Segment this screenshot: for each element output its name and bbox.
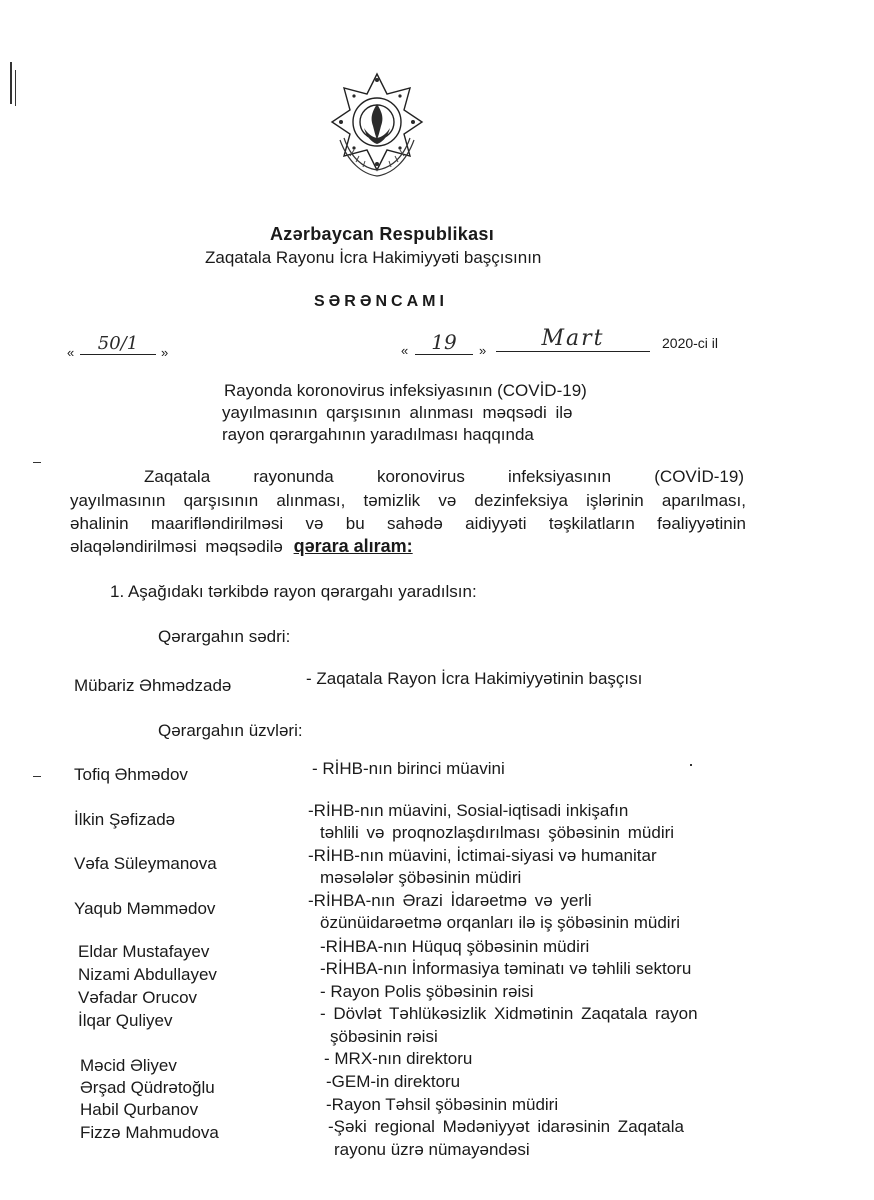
- order-month: Mart: [496, 326, 650, 352]
- decision-phrase: qərara alıram:: [293, 536, 413, 556]
- scan-mark: [15, 70, 16, 106]
- member-role-cont: şöbəsinin rəisi: [330, 1027, 438, 1046]
- scan-mark: [690, 764, 692, 766]
- chair-role: - Zaqatala Rayon İcra Hakimiyyətinin başçısı: [306, 669, 643, 688]
- scan-mark: [33, 462, 41, 463]
- member-name: Məcid Əliyev: [80, 1056, 177, 1075]
- subject-line-2: yayılmasının qarşısının alınması məqsədi ilə: [222, 403, 573, 422]
- member-name: Fizzə Mahmudova: [80, 1123, 219, 1142]
- subject-line-3: rayon qərargahının yaradılması haqqında: [222, 425, 534, 444]
- member-name: Habil Qurbanov: [80, 1100, 199, 1119]
- member-role: - Rayon Polis şöbəsinin rəisi: [320, 982, 534, 1001]
- member-role: - MRX-nın direktoru: [324, 1049, 473, 1068]
- member-role-cont: təhlili və proqnozlaşdırılması şöbəsinin müdiri: [320, 823, 675, 842]
- member-name: Ərşad Qüdrətoğlu: [80, 1078, 215, 1097]
- coat-of-arms-emblem: [330, 70, 424, 182]
- day-close-quote: »: [479, 343, 487, 358]
- scan-mark: [10, 62, 12, 104]
- preamble-line-4: [70, 536, 413, 557]
- chair-name: Mübariz Əhmədzadə: [74, 676, 232, 695]
- member-role: -RİHB-nın müavini, İctimai-siyasi və humanitar: [308, 846, 657, 865]
- number-close-quote: »: [161, 345, 169, 360]
- order-number: 50/1: [80, 333, 156, 355]
- member-role: -Şəki regional Mədəniyyət idarəsinin Zaqatala: [328, 1117, 684, 1136]
- member-name: Tofiq Əhmədov: [74, 765, 188, 784]
- member-name: İlkin Şəfizadə: [74, 810, 176, 829]
- member-role: -GEM-in direktoru: [326, 1072, 461, 1091]
- member-name: Eldar Mustafayev: [78, 942, 210, 961]
- preamble-line-2: yayılmasının qarşısının alınması, təmizlik və dezinfeksiya işlərinin aparılması,: [70, 491, 746, 510]
- member-role-cont: məsələlər şöbəsinin müdiri: [320, 868, 522, 887]
- item-1: 1. Aşağıdakı tərkibdə rayon qərargahı yaradılsın:: [110, 582, 477, 601]
- preamble-line-3: əhalinin maarifləndirilməsi və bu sahədə aidiyyəti təşkilatların fəaliyyətinin: [70, 514, 746, 533]
- member-name: Yaqub Məmmədov: [74, 899, 216, 918]
- order-day: 19: [415, 330, 473, 355]
- day-open-quote: «: [401, 343, 409, 358]
- member-name: İlqar Quliyev: [78, 1011, 173, 1030]
- members-heading: Qərargahın üzvləri:: [158, 721, 303, 740]
- member-name: Vəfadar Orucov: [78, 988, 198, 1007]
- member-role: -RİHBA-nın İnformasiya təminatı və təhlili sektoru: [320, 959, 692, 978]
- chair-heading: Qərargahın sədri:: [158, 627, 291, 646]
- republic-title: Azərbaycan Respublikası: [270, 224, 494, 244]
- member-role-cont: özünüidarəetmə orqanları ilə iş şöbəsinin müdiri: [320, 913, 681, 932]
- authority-title: Zaqatala Rayonu İcra Hakimiyyəti başçısının: [205, 248, 542, 267]
- subject-line-1: Rayonda koronovirus infeksiyasının (COVİD-19): [224, 381, 587, 400]
- member-role: -RİHBA-nın Hüquq şöbəsinin müdiri: [320, 937, 590, 956]
- order-year: 2020-ci il: [662, 335, 719, 351]
- preamble-text: əlaqələndirilməsi məqsədilə: [70, 537, 283, 556]
- member-role: -RİHBA-nın Ərazi İdarəetmə və yerli: [308, 891, 592, 910]
- document-type: SƏRƏNCAMI: [314, 293, 448, 310]
- number-open-quote: «: [67, 345, 75, 360]
- member-role: -RİHB-nın müavini, Sosial-iqtisadi inkişafın: [308, 801, 629, 820]
- member-name: Vəfa Süleymanova: [74, 854, 217, 873]
- member-role: - RİHB-nın birinci müavini: [312, 759, 505, 778]
- member-role: - Dövlət Təhlükəsizlik Xidmətinin Zaqatala rayon: [320, 1004, 698, 1023]
- member-role-cont: rayonu üzrə nümayəndəsi: [334, 1140, 530, 1159]
- member-name: Nizami Abdullayev: [78, 965, 217, 984]
- scan-mark: [33, 776, 41, 777]
- preamble-line-1: Zaqatala rayonunda koronovirus infeksiyasının (COVİD-19): [144, 467, 744, 486]
- member-role: -Rayon Təhsil şöbəsinin müdiri: [326, 1095, 559, 1114]
